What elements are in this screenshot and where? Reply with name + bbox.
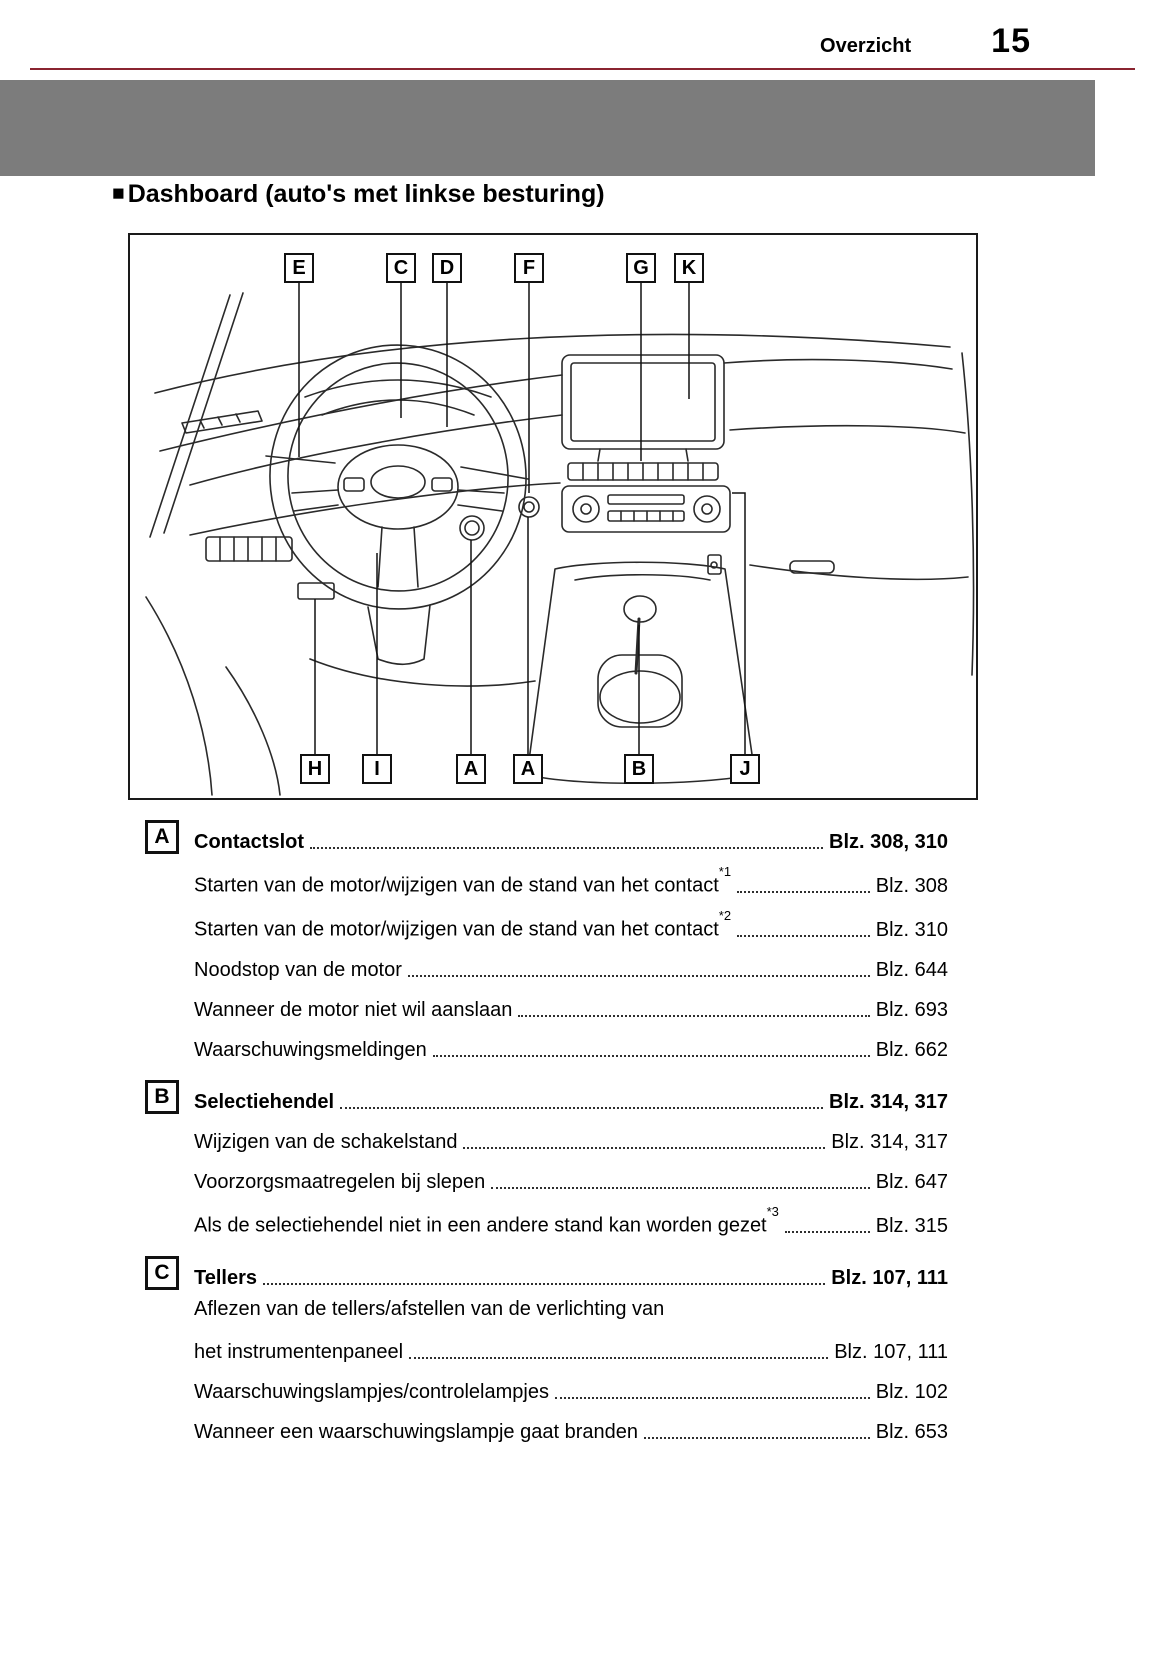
dotted-leader bbox=[644, 1437, 870, 1439]
toc-item-label bbox=[194, 1171, 485, 1194]
dotted-leader bbox=[408, 975, 870, 977]
toc-item-text-line1: Aflezen van de tellers/afstellen van de verlichting van bbox=[194, 1298, 665, 1320]
toc-item-label bbox=[194, 1204, 779, 1238]
dotted-leader bbox=[463, 1147, 825, 1149]
callout-label-D: D bbox=[432, 253, 462, 283]
toc-item bbox=[194, 1114, 948, 1154]
toc-item-label bbox=[194, 864, 732, 898]
toc-item-label bbox=[194, 1131, 457, 1154]
page-ref: Blz. 308, 310 bbox=[829, 831, 948, 853]
letter-box-A: A bbox=[145, 820, 179, 854]
page-ref: Blz. 653 bbox=[875, 1421, 948, 1443]
toc-item bbox=[194, 898, 948, 942]
toc-item bbox=[194, 1194, 948, 1238]
callout-label-G: G bbox=[626, 253, 656, 283]
section-title bbox=[112, 180, 605, 209]
callout-label-E: E bbox=[284, 253, 314, 283]
chapter-banner bbox=[0, 80, 1095, 176]
dotted-leader bbox=[340, 1107, 823, 1109]
toc-item-text: Als de selectiehendel niet in een andere stand kan worden gezet bbox=[194, 1215, 767, 1237]
toc-item-text: Wanneer een waarschuwingslampje gaat branden bbox=[194, 1421, 638, 1443]
dotted-leader bbox=[310, 847, 823, 849]
toc-item-text: Starten van de motor/wijzigen van de stand van het contact bbox=[194, 919, 719, 941]
toc-heading-selectiehendel bbox=[145, 1072, 948, 1114]
center-display bbox=[562, 355, 724, 461]
page-ref: Blz. 693 bbox=[875, 999, 948, 1021]
page-ref: Blz. 647 bbox=[875, 1171, 948, 1193]
toc-item bbox=[194, 1404, 948, 1444]
index-list bbox=[145, 812, 948, 1444]
toc-item-label bbox=[194, 999, 512, 1022]
letter-box-C: C bbox=[145, 1256, 179, 1290]
dotted-leader bbox=[785, 1231, 870, 1233]
callout-label-F: F bbox=[514, 253, 544, 283]
page-ref: Blz. 107, 111 bbox=[834, 1341, 948, 1363]
page-ref: Blz. 107, 111 bbox=[831, 1267, 948, 1289]
driver-side-switches bbox=[182, 411, 334, 599]
toc-item-label bbox=[194, 1421, 638, 1444]
toc-item bbox=[194, 1298, 948, 1364]
toc-title: Contactslot bbox=[194, 831, 304, 853]
page-ref: Blz. 314, 317 bbox=[831, 1131, 948, 1153]
toc-item-text: Waarschuwingsmeldingen bbox=[194, 1039, 427, 1061]
section-title-text: Dashboard (auto's met linkse besturing) bbox=[127, 180, 605, 208]
toc-title: Tellers bbox=[194, 1267, 257, 1289]
windshield-and-dash bbox=[146, 293, 974, 795]
audio-panel bbox=[562, 486, 730, 532]
toc-item-text: Starten van de motor/wijzigen van de stand van het contact bbox=[194, 875, 719, 897]
toc-heading-tellers bbox=[145, 1248, 948, 1290]
toc-item bbox=[194, 1154, 948, 1194]
toc-item bbox=[194, 854, 948, 898]
callout-label-A2: A bbox=[513, 754, 543, 784]
toc-item-label bbox=[194, 959, 402, 982]
dashboard-diagram bbox=[128, 233, 978, 800]
dotted-leader bbox=[737, 891, 870, 893]
dotted-leader bbox=[518, 1015, 869, 1017]
toc-title: Selectiehendel bbox=[194, 1091, 335, 1113]
center-air-vents bbox=[568, 463, 718, 480]
page-ref: Blz. 310 bbox=[875, 919, 948, 941]
toc-item bbox=[194, 1364, 948, 1404]
page-ref: Blz. 314, 317 bbox=[829, 1091, 948, 1113]
callout-label-H: H bbox=[300, 754, 330, 784]
callout-label-I: I bbox=[362, 754, 392, 784]
callout-label-A1: A bbox=[456, 754, 486, 784]
page-ref: Blz. 315 bbox=[875, 1215, 948, 1237]
toc-item-text: Noodstop van de motor bbox=[194, 959, 402, 981]
page-ref: Blz. 102 bbox=[875, 1381, 948, 1403]
page-header bbox=[0, 22, 1031, 61]
toc-item-label bbox=[194, 1381, 549, 1404]
footnote-marker: *3 bbox=[766, 1204, 779, 1220]
dotted-leader bbox=[409, 1357, 828, 1359]
dotted-leader bbox=[555, 1397, 870, 1399]
toc-item-label bbox=[194, 1039, 427, 1062]
toc-item-text: Waarschuwingslampjes/controlelampjes bbox=[194, 1381, 549, 1403]
toc-item-text: Wanneer de motor niet wil aanslaan bbox=[194, 999, 513, 1021]
callout-label-C: C bbox=[386, 253, 416, 283]
dotted-leader bbox=[491, 1187, 869, 1189]
callout-label-J: J bbox=[730, 754, 760, 784]
section-marker: ■ bbox=[112, 182, 125, 205]
toc-item bbox=[194, 1022, 948, 1062]
dotted-leader bbox=[737, 935, 870, 937]
callout-label-B: B bbox=[624, 754, 654, 784]
toc-item-text: het instrumentenpaneel bbox=[194, 1341, 404, 1363]
toc-item-text: Wijzigen van de schakelstand bbox=[194, 1131, 458, 1153]
footnote-marker: *2 bbox=[718, 908, 732, 924]
toc-item bbox=[194, 942, 948, 982]
dashboard-illustration bbox=[130, 235, 980, 802]
center-console bbox=[527, 555, 755, 783]
toc-item-text: Voorzorgsmaatregelen bij slepen bbox=[194, 1171, 486, 1193]
page-ref: Blz. 644 bbox=[875, 959, 948, 981]
header-rule bbox=[30, 68, 1135, 70]
header-section-label: Overzicht bbox=[820, 35, 912, 57]
letter-box-B: B bbox=[145, 1080, 179, 1114]
footnote-marker: *1 bbox=[718, 864, 732, 880]
page-ref: Blz. 308 bbox=[875, 875, 948, 897]
dotted-leader bbox=[263, 1283, 825, 1285]
toc-heading-contactslot bbox=[145, 812, 948, 854]
header-page-number: 15 bbox=[991, 22, 1031, 60]
page-ref: Blz. 662 bbox=[875, 1039, 948, 1061]
toc-item bbox=[194, 982, 948, 1022]
toc-item-text-line2 bbox=[194, 1328, 948, 1364]
callout-label-K: K bbox=[674, 253, 704, 283]
dotted-leader bbox=[433, 1055, 870, 1057]
toc-item-label bbox=[194, 908, 732, 942]
